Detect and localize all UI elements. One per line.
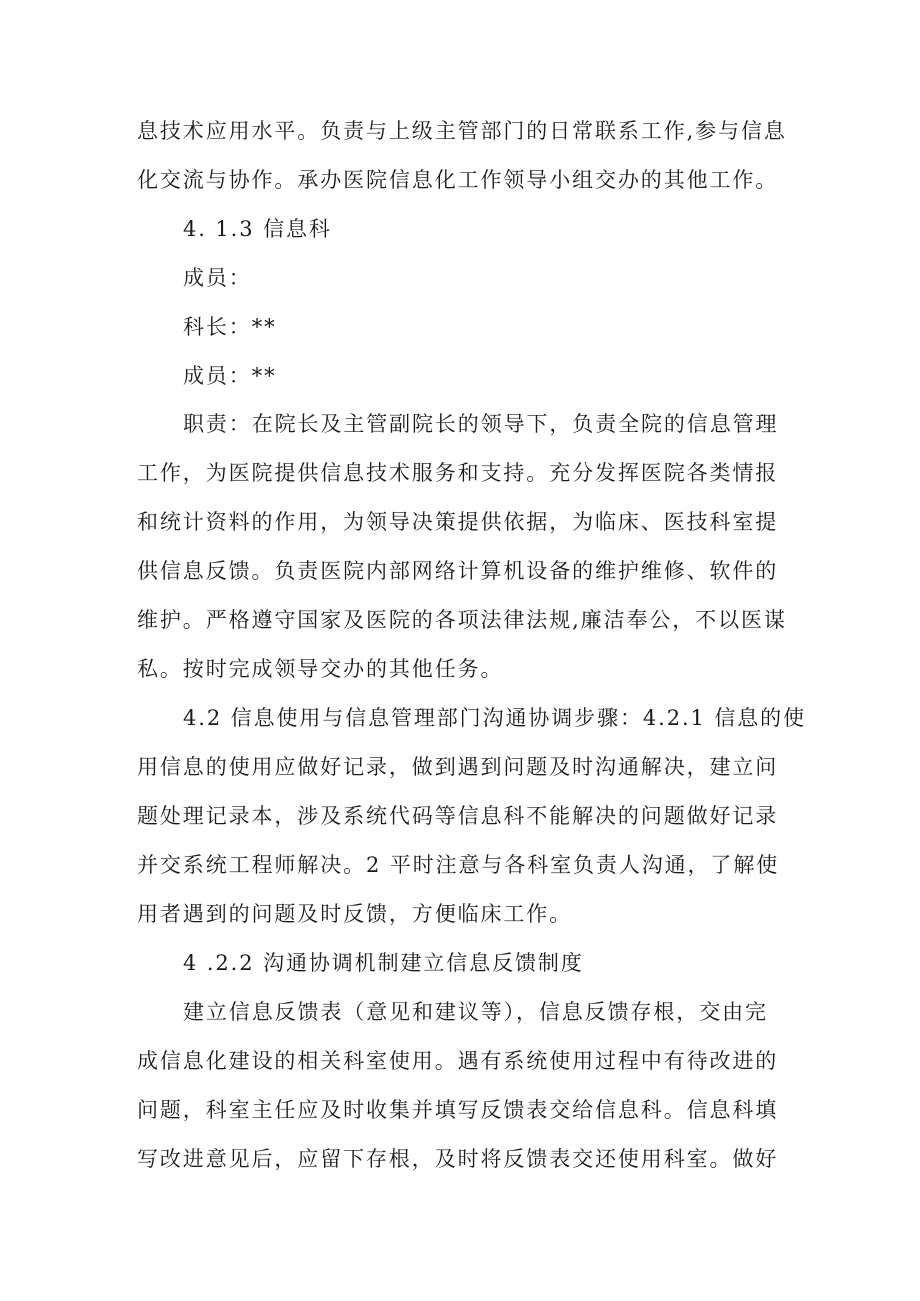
members-line: 成员：** — [183, 364, 277, 388]
paragraph-line: 并交系统工程师解决。2 平时注意与各科室负责人沟通，了解使 — [137, 853, 780, 877]
paragraph-line: 化交流与协作。承办医院信息化工作领导小组交办的其他工作。 — [137, 168, 779, 192]
feedback-paragraph-start: 建立信息反馈表（意见和建议等），信息反馈存根，交由完 — [183, 1000, 768, 1024]
paragraph-line: 工作，为医院提供信息技术服务和支持。充分发挥医院各类情报 — [137, 461, 779, 485]
paragraph-line: 成信息化建设的相关科室使用。遇有系统使用过程中有待改进的 — [137, 1049, 779, 1073]
paragraph-line: 题处理记录本，涉及系统代码等信息科不能解决的问题做好记录 — [137, 804, 779, 828]
paragraph-line: 问题，科室主任应及时收集并填写反馈表交给信息科。信息科填 — [137, 1098, 779, 1122]
paragraph-line: 私。按时完成领导交办的其他任务。 — [137, 657, 504, 681]
paragraph-line: 用信息的使用应做好记录，做到遇到问题及时沟通解决，建立问 — [137, 755, 779, 779]
section-heading-4-2-2: 4 .2.2 沟通协调机制建立信息反馈制度 — [183, 951, 584, 975]
section-heading-4-2: 4.2 信息使用与信息管理部门沟通协调步骤：4.2.1 信息的使 — [183, 706, 806, 730]
paragraph-line: 用者遇到的问题及时反馈，方便临床工作。 — [137, 902, 573, 926]
paragraph-line: 写改进意见后，应留下存根，及时将反馈表交还使用科室。做好 — [137, 1147, 779, 1171]
section-chief-line: 科长：** — [183, 315, 277, 339]
paragraph-line: 维护。严格遵守国家及医院的各项法律法规,廉洁奉公，不以医谋 — [137, 608, 787, 632]
paragraph-line: 和统计资料的作用，为领导决策提供依据，为临床、医技科室提 — [137, 510, 779, 534]
paragraph-line: 息技术应用水平。负责与上级主管部门的日常联系工作,参与信息 — [137, 119, 787, 143]
members-label: 成员： — [183, 266, 252, 290]
section-heading-4-1-3: 4. 1.3 信息科 — [183, 217, 332, 241]
paragraph-line: 供信息反馈。负责医院内部网络计算机设备的维护维修、软件的 — [137, 559, 779, 583]
duties-paragraph-start: 职责：在院长及主管副院长的领导下，负责全院的信息管理 — [183, 412, 779, 436]
